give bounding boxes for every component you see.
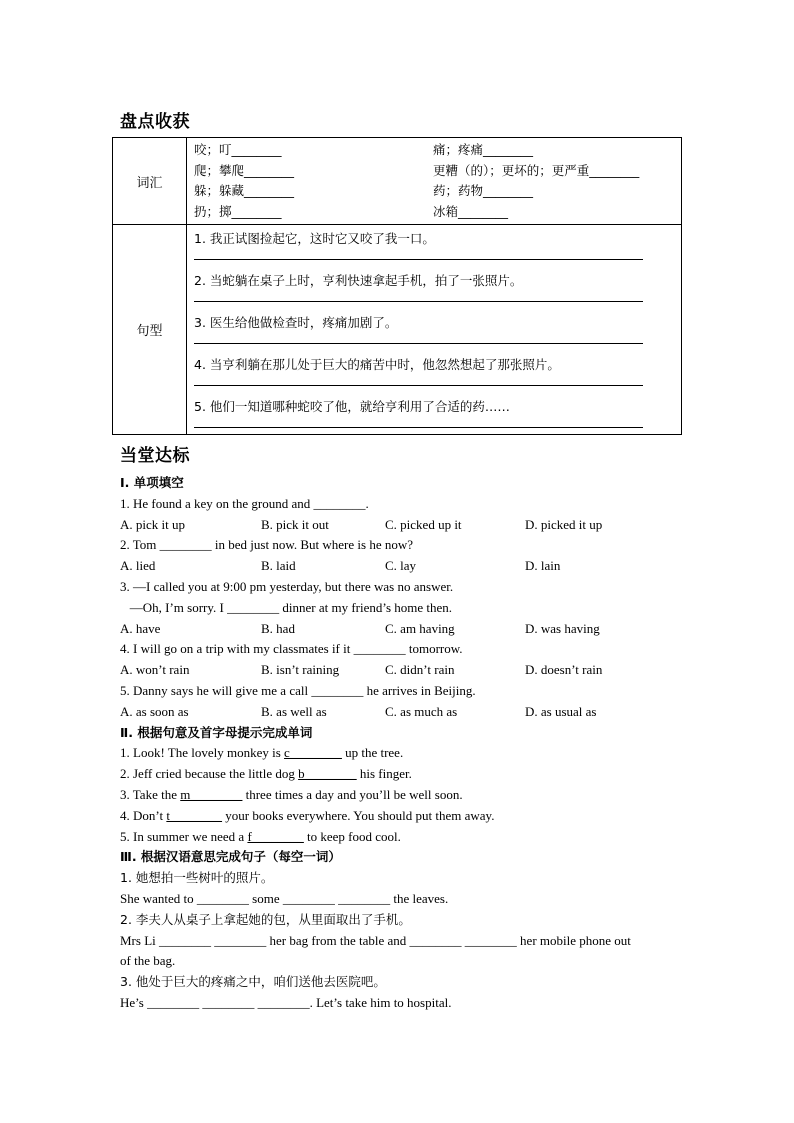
fill-blank[interactable]: b________	[298, 766, 357, 782]
vocab-item: 咬；叮________	[194, 142, 282, 157]
vocab-cell	[187, 138, 682, 225]
chinese-prompt: 3. 他处于巨大的疼痛之中，咱们送他去医院吧。	[120, 974, 386, 990]
option-d[interactable]: D. lain	[525, 558, 561, 574]
vocab-item: 更糟（的）；更坏的；更严重________	[433, 162, 640, 178]
option-c[interactable]: C. lay	[385, 558, 417, 574]
fill-text: 4. Don’t	[120, 807, 167, 823]
part1-section	[120, 473, 690, 1014]
option-b[interactable]: B. laid	[261, 558, 296, 574]
sentence-row	[113, 225, 682, 435]
english-answer-line[interactable]: She wanted to ________ some ________ ________ the leaves.	[120, 890, 449, 906]
answer-line[interactable]	[194, 427, 643, 428]
question-stem: 2. Tom ________ in bed just now. But where is he now?	[120, 537, 414, 553]
fill-text: up the tree.	[341, 745, 404, 761]
part3-title: Ⅲ. 根据汉语意思完成句子（每空一词）	[120, 849, 341, 865]
part1-title: Ⅰ. 单项填空	[120, 475, 184, 490]
sentence-prompt: 3. 医生给他做检查时，疼痛加剧了。	[194, 315, 398, 330]
option-b[interactable]: B. as well as	[261, 703, 327, 719]
answer-line[interactable]	[194, 301, 643, 302]
option-a[interactable]: A. won’t rain	[120, 662, 190, 678]
vocab-item: 躲；躲藏________	[194, 183, 295, 198]
sentence-list	[187, 225, 681, 434]
question-stem-reply: —Oh, I’m sorry. I ________ dinner at my friend’s home then.	[120, 599, 453, 615]
option-d[interactable]: D. picked it up	[525, 516, 603, 532]
sentence-prompt: 4. 当亨利躺在那儿处于巨大的痛苦中时，他忽然想起了那张照片。	[194, 357, 560, 372]
option-a[interactable]: A. have	[120, 620, 161, 636]
fill-blank[interactable]: f________	[247, 828, 304, 844]
option-d[interactable]: D. doesn’t rain	[525, 662, 603, 678]
chinese-prompt: 1. 她想拍一些树叶的照片。	[120, 870, 274, 886]
summary-heading: 盘点收获	[120, 112, 190, 132]
options-row	[120, 660, 690, 681]
fill-item	[120, 743, 690, 764]
fill-item	[120, 827, 690, 848]
part2-title: Ⅱ. 根据句意及首字母提示完成单词	[120, 724, 313, 740]
english-answer-line[interactable]: He’s ________ ________ ________. Let’s take him to hospital.	[120, 994, 452, 1010]
vocab-item: 药；药物________	[433, 183, 534, 198]
question-stem: 4. I will go on a trip with my classmates if it ________ tomorrow.	[120, 641, 463, 657]
options-row	[120, 619, 690, 640]
answer-line[interactable]	[194, 259, 643, 260]
vocab-item: 爬；攀爬________	[194, 162, 295, 178]
fill-text: three times a day and you’ll be well soon.	[242, 786, 463, 802]
english-answer-line[interactable]: Mrs Li ________ ________ her bag from the table and ________ ________ her mobile phone out	[120, 932, 631, 948]
options-row	[120, 515, 690, 536]
option-a[interactable]: A. pick it up	[120, 516, 185, 532]
option-b[interactable]: B. pick it out	[261, 516, 329, 532]
option-b[interactable]: B. had	[261, 620, 295, 636]
fill-item	[120, 764, 690, 785]
fill-text: 1. Look! The lovely monkey is	[120, 745, 285, 761]
fill-text: 2. Jeff cried because the little dog	[120, 766, 299, 782]
option-c[interactable]: C. as much as	[385, 703, 458, 719]
sentence-label: 句型	[113, 225, 187, 435]
fill-item	[120, 806, 690, 827]
vocab-item: 冰箱________	[433, 203, 509, 219]
option-a[interactable]: A. as soon as	[120, 703, 189, 719]
vocab-grid	[187, 138, 681, 224]
vocab-row	[113, 138, 682, 225]
fill-blank[interactable]: c________	[284, 745, 342, 761]
answer-line[interactable]	[194, 343, 643, 344]
vocab-item: 痛；疼痛________	[433, 142, 534, 157]
summary-table	[112, 137, 682, 435]
english-answer-line: of the bag.	[120, 953, 176, 969]
option-d[interactable]: D. as usual as	[525, 703, 597, 719]
option-d[interactable]: D. was having	[525, 620, 600, 636]
fill-text: 3. Take the	[120, 786, 181, 802]
practice-heading: 当堂达标	[120, 446, 190, 466]
option-c[interactable]: C. am having	[385, 620, 455, 636]
sentence-prompt: 5. 他们一知道哪种蛇咬了他，就给亨利用了合适的药……	[194, 399, 510, 414]
fill-blank[interactable]: m________	[180, 786, 243, 802]
chinese-prompt: 2. 李夫人从桌子上拿起她的包，从里面取出了手机。	[120, 911, 411, 927]
fill-item	[120, 785, 690, 806]
fill-text: to keep food cool.	[303, 828, 401, 844]
option-b[interactable]: B. isn’t raining	[261, 662, 340, 678]
question-stem: 1. He found a key on the ground and ________.	[120, 495, 369, 511]
question-stem: 5. Danny says he will give me a call ________ he arrives in Beijing.	[120, 682, 476, 698]
sentence-cell	[187, 225, 682, 435]
question-stem: 3. —I called you at 9:00 pm yesterday, but there was no answer.	[120, 578, 454, 594]
answer-line[interactable]	[194, 385, 643, 386]
vocab-item: 扔；掷________	[194, 203, 282, 219]
options-row	[120, 556, 690, 577]
options-row	[120, 702, 690, 723]
option-c[interactable]: C. didn’t rain	[385, 662, 455, 678]
fill-text: his finger.	[356, 766, 412, 782]
sentence-prompt: 2. 当蛇躺在桌子上时，亨利快速拿起手机，拍了一张照片。	[194, 273, 523, 288]
fill-blank[interactable]: t________	[166, 807, 222, 823]
option-a[interactable]: A. lied	[120, 558, 156, 574]
fill-text: 5. In summer we need a	[120, 828, 248, 844]
sentence-prompt: 1. 我正试图捡起它，这时它又咬了我一口。	[194, 231, 435, 246]
vocab-label: 词汇	[113, 138, 187, 225]
option-c[interactable]: C. picked up it	[385, 516, 462, 532]
fill-text: your books everywhere. You should put them away.	[221, 807, 495, 823]
